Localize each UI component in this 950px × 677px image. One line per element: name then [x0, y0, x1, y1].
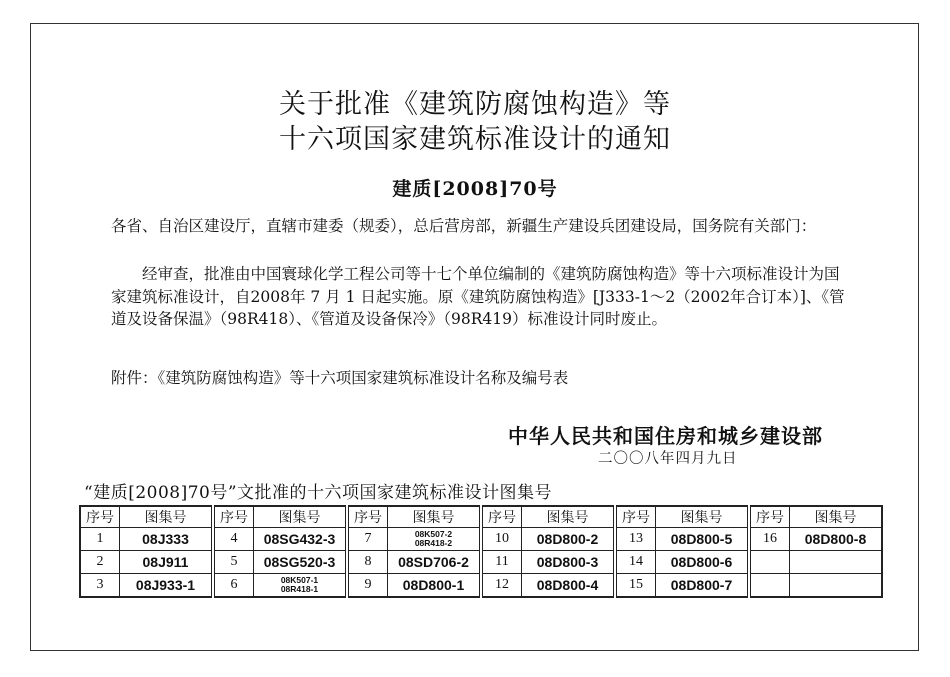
document-number: 建质[2008]70号 [392, 178, 558, 200]
atlas-code: 08SG432-3 [254, 528, 348, 551]
header-no: 序号 [749, 506, 790, 528]
header-code: 图集号 [522, 506, 616, 528]
table-header-row [80, 506, 882, 528]
atlas-code-line: 08R418-2 [414, 538, 453, 548]
table-caption: “建质[2008]70号”文批准的十六项国家建筑标准设计图集号 [84, 483, 553, 503]
row-number: 4 [213, 528, 254, 551]
atlas-code: 08D800-4 [522, 574, 616, 598]
table-row [80, 528, 882, 551]
row-number: 3 [80, 574, 120, 598]
header-code: 图集号 [656, 506, 750, 528]
row-number: 8 [347, 551, 388, 574]
atlas-number-table [79, 505, 883, 598]
row-number: 15 [615, 574, 656, 598]
atlas-code: 08SD706-2 [388, 551, 482, 574]
atlas-code-line: 08R418-1 [280, 584, 319, 594]
atlas-code: 08D800-5 [656, 528, 750, 551]
title-line-1: 关于批准《建筑防腐蚀构造》等 [279, 89, 671, 120]
issuer-name: 中华人民共和国住房和城乡建设部 [508, 424, 823, 448]
atlas-code-empty [790, 574, 883, 598]
row-number: 16 [749, 528, 790, 551]
header-no: 序号 [481, 506, 522, 528]
atlas-code-line: 08K507-2 [414, 529, 453, 539]
atlas-code: 08J933-1 [120, 574, 214, 598]
row-number: 10 [481, 528, 522, 551]
row-number-empty [749, 551, 790, 574]
header-no: 序号 [80, 506, 120, 528]
atlas-code: 08J911 [120, 551, 214, 574]
header-no: 序号 [213, 506, 254, 528]
atlas-code: 08D800-6 [656, 551, 750, 574]
issue-date: 二〇〇八年四月九日 [598, 451, 738, 467]
atlas-code: 08SG520-3 [254, 551, 348, 574]
header-code: 图集号 [388, 506, 482, 528]
row-number: 2 [80, 551, 120, 574]
row-number: 6 [213, 574, 254, 598]
header-code: 图集号 [120, 506, 214, 528]
atlas-code-double [254, 574, 348, 598]
atlas-code: 08D800-3 [522, 551, 616, 574]
atlas-code-double [388, 528, 482, 551]
header-no: 序号 [347, 506, 388, 528]
row-number: 11 [481, 551, 522, 574]
main-paragraph: 经审查，批准由中国寰球化学工程公司等十七个单位编制的《建筑防腐蚀构造》等十六项标准设计为国家建筑标准设计，自2008年 7 月 1 日起实施。原《建筑防腐蚀构造》[J333-1～2（2002年合订本）]、《管道及设备保温》（98R418）、《管道及设备保冷》（98R419）标准设计同时废止。 [111, 265, 845, 328]
recipients-paragraph: 各省、自治区建设厅，直辖市建委（规委），总后营房部，新疆生产建设兵团建设局，国务院有关部门： [111, 217, 817, 235]
row-number: 14 [615, 551, 656, 574]
row-number: 13 [615, 528, 656, 551]
atlas-code: 08D800-2 [522, 528, 616, 551]
atlas-code: 08D800-8 [790, 528, 883, 551]
header-code: 图集号 [790, 506, 883, 528]
table-row [80, 574, 882, 598]
row-number: 5 [213, 551, 254, 574]
row-number: 9 [347, 574, 388, 598]
atlas-code: 08D800-7 [656, 574, 750, 598]
atlas-code: 08D800-1 [388, 574, 482, 598]
atlas-code-empty [790, 551, 883, 574]
row-number: 1 [80, 528, 120, 551]
title-line-2: 十六项国家建筑标准设计的通知 [279, 124, 671, 155]
row-number-empty [749, 574, 790, 598]
header-code: 图集号 [254, 506, 348, 528]
attachment-line: 附件：《建筑防腐蚀构造》等十六项国家建筑标准设计名称及编号表 [111, 369, 569, 387]
row-number: 12 [481, 574, 522, 598]
table-row [80, 551, 882, 574]
row-number: 7 [347, 528, 388, 551]
header-no: 序号 [615, 506, 656, 528]
atlas-code: 08J333 [120, 528, 214, 551]
atlas-code-line: 08K507-1 [280, 575, 319, 585]
